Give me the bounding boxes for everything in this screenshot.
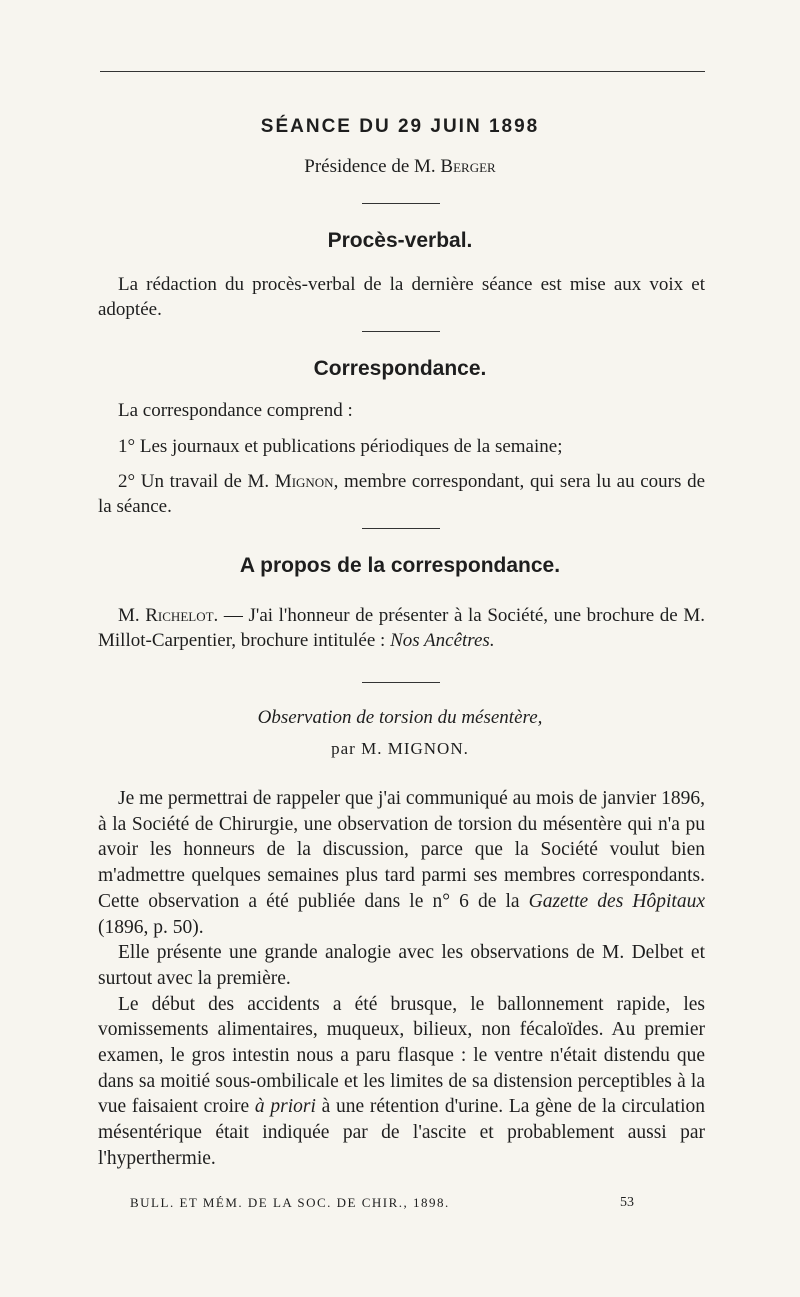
separator [362,682,440,683]
item2-suffix: , membre correspondant, qui sera lu au cours de la séance. [98,471,705,517]
item2-name: Mignon [274,471,334,492]
correspondance-item-2 [98,469,705,519]
a-propos-title: A propos de la correspondance. [239,554,561,577]
p1-part2: (1896, p. 50). [98,916,204,938]
item2-prefix: 2° Un travail de M. [118,471,275,492]
correspondance-title: Correspondance. [313,357,487,380]
observation-title: Observation de torsion du mésentère, [257,707,543,728]
president-name: Berger [440,156,496,177]
footer-journal: BULL. ET MÉM. DE LA SOC. DE CHIR., 1898. [130,1195,450,1210]
a-priori: à priori [254,1096,316,1118]
proces-verbal-title: Procès-verbal. [327,229,473,252]
separator [362,528,440,529]
p3-part2: à une rétention d'urine. La gène de la circulation mésentérique était indiquée par de l'ascite et probablement aussi par l'hyperthermie. [98,1096,706,1169]
speaker-name: M. Richelot. [118,605,219,626]
correspondance-item-1: 1° Les journaux et publications périodiques de la semaine; [118,436,563,457]
a-propos-body: — J'ai l'honneur de présenter à la Société, une brochure de M. Millot-Carpentier, brochure intitulée : [98,605,705,651]
paragraph [98,992,705,1172]
p3-part1: Le début des accidents a été brusque, le ballonnement rapide, les vomissements alimentaires, muqueux, bilieux, non fécaloïdes. Au premier examen, le gros intestin nous a paru flasque : le ventre n'était distendu que dans sa moitié sous-ombilicale et les limites de sa distension perceptibles à la vue faisaient croire [98,993,705,1118]
a-propos-text [98,603,705,653]
separator [362,331,440,332]
paragraph [98,786,705,940]
presidence-line [0,156,800,178]
paragraph: Elle présente une grande analogie avec les observations de M. Delbet et surtout avec la première. [98,942,705,989]
p1-part1: Je me permettrai de rappeler que j'ai communiqué au mois de janvier 1896, à la Société de Chirurgie, une observation de torsion du mésentère qui n'a pu avoir les honneurs de la discussion, parce que la Société voulut bien m'admettre quelques semaines plus tard parmi ses membres correspondants. Cette observation a été publiée dans le n° 6 de la [98,788,705,912]
separator [362,203,440,204]
brochure-title: Nos Ancêtres. [390,630,495,651]
journal-title: Gazette des Hôpitaux [528,890,705,912]
page-number: 53 [620,1195,634,1210]
proces-verbal-text: La rédaction du procès-verbal de la dernière séance est mise aux voix et adoptée. [98,274,705,320]
correspondance-intro: La correspondance comprend : [118,400,353,421]
observation-body [98,786,705,1172]
presidence-prefix: Présidence de M. [304,156,441,177]
top-rule [100,71,705,72]
observation-author: par M. MIGNON. [331,739,469,758]
seance-title: SÉANCE DU 29 JUIN 1898 [260,116,540,137]
